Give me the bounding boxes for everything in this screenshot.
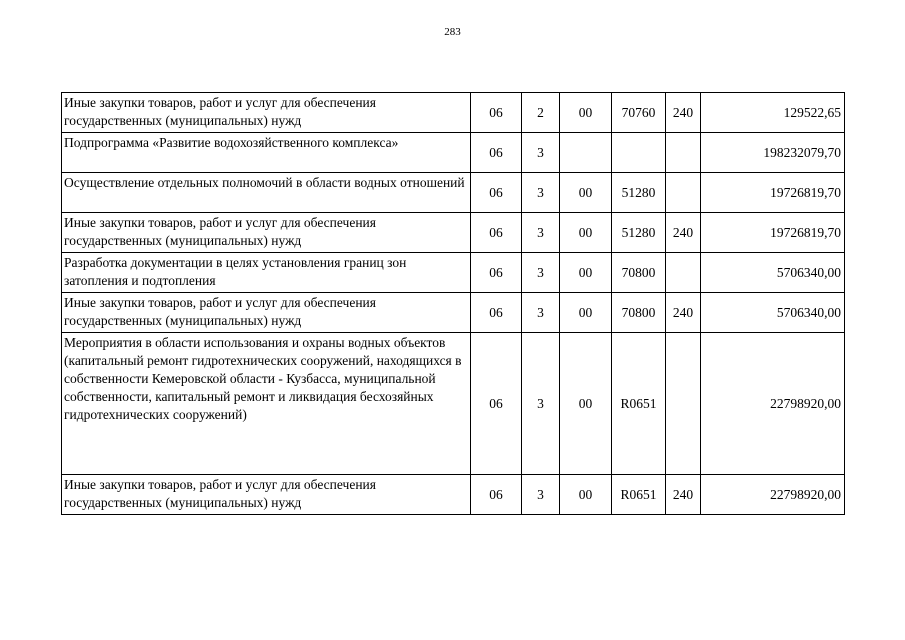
table-row	[62, 293, 845, 333]
expense-type-code: 240	[666, 213, 701, 253]
program-code: 3	[522, 213, 560, 253]
amount: 19726819,70	[701, 213, 845, 253]
section-code: 06	[471, 133, 522, 173]
subprogram-code: 00	[560, 253, 612, 293]
section-code: 06	[471, 173, 522, 213]
table-row	[62, 213, 845, 253]
program-code: 2	[522, 93, 560, 133]
amount: 5706340,00	[701, 253, 845, 293]
subprogram-code: 00	[560, 93, 612, 133]
expense-type-code: 240	[666, 293, 701, 333]
program-code: 3	[522, 475, 560, 515]
direction-code: R0651	[612, 333, 666, 475]
expense-type-code	[666, 333, 701, 475]
row-name: Подпрограмма «Развитие водохозяйственного комплекса»	[62, 133, 471, 173]
amount: 22798920,00	[701, 475, 845, 515]
section-code: 06	[471, 93, 522, 133]
section-code: 06	[471, 475, 522, 515]
subprogram-code	[560, 133, 612, 173]
direction-code: R0651	[612, 475, 666, 515]
row-name: Разработка документации в целях установления границ зон затопления и подтопления	[62, 253, 471, 293]
direction-code: 70800	[612, 293, 666, 333]
direction-code: 51280	[612, 213, 666, 253]
row-name: Иные закупки товаров, работ и услуг для обеспечения государственных (муниципальных) нужд	[62, 293, 471, 333]
table-row	[62, 253, 845, 293]
row-name: Иные закупки товаров, работ и услуг для обеспечения государственных (муниципальных) нужд	[62, 475, 471, 515]
program-code: 3	[522, 133, 560, 173]
direction-code: 70800	[612, 253, 666, 293]
amount: 22798920,00	[701, 333, 845, 475]
amount: 5706340,00	[701, 293, 845, 333]
table-row	[62, 133, 845, 173]
program-code: 3	[522, 173, 560, 213]
amount: 198232079,70	[701, 133, 845, 173]
subprogram-code: 00	[560, 173, 612, 213]
program-code: 3	[522, 293, 560, 333]
section-code: 06	[471, 253, 522, 293]
expense-type-code: 240	[666, 475, 701, 515]
budget-table	[61, 92, 845, 515]
program-code: 3	[522, 333, 560, 475]
direction-code	[612, 133, 666, 173]
expense-type-code	[666, 253, 701, 293]
amount: 19726819,70	[701, 173, 845, 213]
section-code: 06	[471, 213, 522, 253]
direction-code: 70760	[612, 93, 666, 133]
subprogram-code: 00	[560, 333, 612, 475]
table-row	[62, 475, 845, 515]
direction-code: 51280	[612, 173, 666, 213]
page-number: 283	[444, 26, 461, 38]
section-code: 06	[471, 293, 522, 333]
program-code: 3	[522, 253, 560, 293]
row-name: Осуществление отдельных полномочий в области водных отношений	[62, 173, 471, 213]
section-code: 06	[471, 333, 522, 475]
row-name: Иные закупки товаров, работ и услуг для обеспечения государственных (муниципальных) нужд	[62, 213, 471, 253]
amount: 129522,65	[701, 93, 845, 133]
expense-type-code	[666, 133, 701, 173]
expense-type-code: 240	[666, 93, 701, 133]
table-row	[62, 173, 845, 213]
subprogram-code: 00	[560, 213, 612, 253]
expense-type-code	[666, 173, 701, 213]
table-row	[62, 333, 845, 475]
row-name: Мероприятия в области использования и охраны водных объектов (капитальный ремонт гидротехнических сооружений, находящихся в собственности Кемеровской области - Кузбасса, муниципальной собственности, капитальный ремонт и ликвидация бесхозяйных гидротехнических сооружений)	[62, 333, 471, 475]
table-row	[62, 93, 845, 133]
row-name: Иные закупки товаров, работ и услуг для обеспечения государственных (муниципальных) нужд	[62, 93, 471, 133]
subprogram-code: 00	[560, 475, 612, 515]
subprogram-code: 00	[560, 293, 612, 333]
